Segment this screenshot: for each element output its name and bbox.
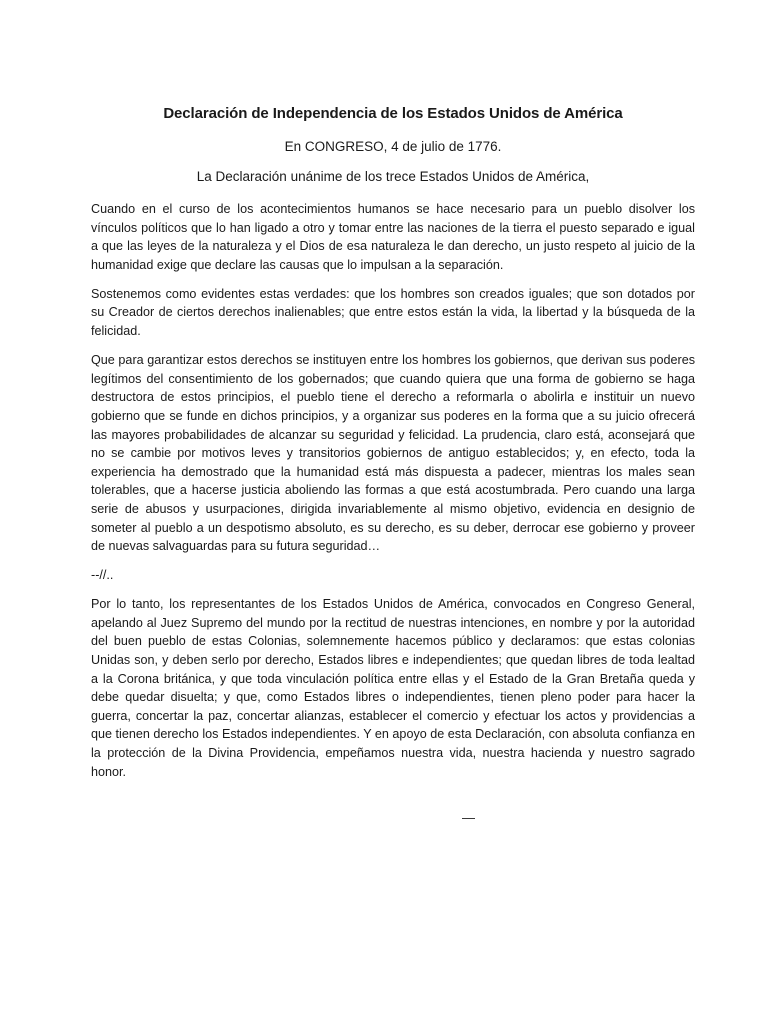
section-separator: --//.. — [91, 568, 114, 583]
tail-mark: — — [462, 810, 475, 825]
document-subtitle: La Declaración unánime de los trece Estados Unidos de América, — [196, 169, 590, 184]
paragraph-intro: Cuando en el curso de los acontecimientos humanos se hace necesario para un pueblo disolver los vínculos políticos que lo han ligado a otro y tomar entre las naciones de la tierra el puesto separado e igual a que las leyes de la naturaleza y el Dios de esa naturaleza le dan derecho, un justo respeto al juicio de la humanidad exige que declare las causas que lo impulsan a la separación. — [91, 202, 695, 272]
paragraph-closing: Por lo tanto, los representantes de los Estados Unidos de América, convocados en Congreso General, apelando al Juez Supremo del mundo por la rectitud de nuestras intenciones, en nombre y por la autoridad del buen pueblo de estas Colonias, solemnemente hacemos público y declaramos: que estas colonias Unidas son, y deben serlo por derecho, Estados libres e independientes; que quedan libres de toda lealtad a la Corona británica, y que toda vinculación política entre ellas y el Estado de la Gran Bretaña queda y debe quedar disuelta; y que, como Estados libres o independientes, tienen pleno poder para hacer la guerra, concertar la paz, concertar alianzas, establecer el comercio y efectuar los actos y providencias a que tienen derecho los Estados independientes. Y en apoyo de esta Declaración, con absoluta confianza en la protección de la Divina Providencia, empeñamos nuestra vida, nuestra hacienda y nuestro sagrado honor. — [91, 597, 695, 779]
date-line: En CONGRESO, 4 de julio de 1776. — [284, 139, 502, 154]
document-title: Declaración de Independencia de los Estados Unidos de América — [163, 105, 623, 122]
paragraph-governments: Que para garantizar estos derechos se instituyen entre los hombres los gobiernos, que derivan sus poderes legítimos del consentimiento de los gobernados; que cuando quiera que una forma de gobierno se haga destructora de estos principios, el pueblo tiene el derecho a reformarla o abolirla e instituir un nuevo gobierno que se funde en dichos principios, y a organizar sus poderes en la forma que a su juicio ofrecerá las mayores probabilidades de alcanzar su seguridad y felicidad. La prudencia, claro está, aconsejará que no se cambie por motivos leves y transitorios gobiernos de antiguo establecidos; y, en efecto, toda la experiencia ha demostrado que la humanidad está más dispuesta a padecer, mientras los males sean tolerables, que a hacerse justicia aboliendo las formas a que está acostumbrada. Pero cuando una larga serie de abusos y usurpaciones, dirigida invariablemente al mismo objetivo, evidencia en designio de someter al pueblo a un despotismo absoluto, es su derecho, es su deber, derrocar ese gobierno y proveer de nuevas salvaguardas para su futura seguridad… — [91, 353, 695, 554]
paragraph-truths: Sostenemos como evidentes estas verdades: que los hombres son creados iguales; que son dotados por su Creador de ciertos derechos inalienables; que entre estos están la vida, la libertad y la búsqueda de la felicidad. — [91, 286, 695, 339]
document-page — [91, 104, 695, 792]
